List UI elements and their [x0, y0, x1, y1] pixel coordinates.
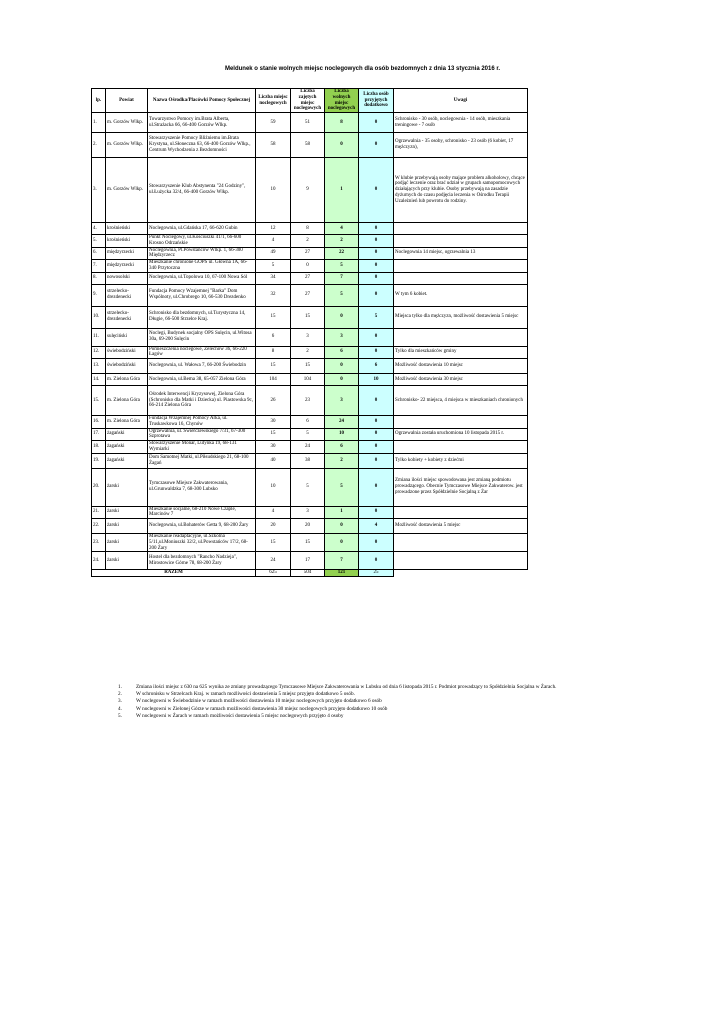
table-body: [92, 113, 528, 570]
footnote-number: 2.: [118, 691, 122, 698]
cell-osrodek: Fundacja Wzajemnej Pomocy Arka, ul. Truskawkowa 16, Chynów: [148, 416, 256, 429]
cell-zajete: 20: [291, 519, 325, 534]
cell-uwagi: W tym 6 kobiet.: [394, 284, 528, 306]
cell-powiat: żarski: [106, 506, 148, 519]
cell-uwagi: [394, 416, 528, 429]
table-row: [92, 247, 528, 260]
cell-wolne: 4: [325, 223, 359, 235]
footnote-text: W noclegowni w Zielonej Górze w ramach możliwości dostawienia 30 miejsc noclegowych przyjęto dodatkowo 10 osób: [136, 705, 388, 712]
cell-liczba: 49: [256, 247, 291, 260]
total-zajete: 504: [291, 570, 325, 577]
header-uwagi: Uwagi: [394, 89, 528, 113]
table-row: [92, 306, 528, 328]
cell-lp: 17.: [92, 428, 106, 441]
cell-osrodek: Mieszkanie socjalne, 68-210 Nowe Czaple, Marcinów 7: [148, 506, 256, 519]
cell-liczba: 30: [256, 441, 291, 454]
cell-zajete: 24: [291, 441, 325, 454]
cell-osrodek: Towarzystwo Pomocy im.Brata Alberta, ul.Strażacka 66, 66-400 Gorzów Wlkp.: [148, 113, 256, 133]
cell-uwagi: [394, 506, 528, 519]
cell-liczba: 32: [256, 284, 291, 306]
cell-uwagi: Zmiana ilości miejsc spowodowana jest zmianą podmiotu prowadzącego. Obecnie Tymczasowe Miejsce Zakwaterow. jest prowadzone przez Spółdzielnie Socjalną z Żar: [394, 468, 528, 506]
cell-liczba: 15: [256, 359, 291, 374]
cell-lp: 24.: [92, 552, 106, 570]
cell-osrodek: Noclegownia, Pl.Powstańców Wlkp. 1, 66-300 Międzyrzecz: [148, 247, 256, 260]
cell-osrodek: Noclegownia, ul.Bohaterów Getta 9, 68-200 Żary: [148, 519, 256, 534]
cell-powiat: żagański: [106, 441, 148, 454]
cell-uwagi: Ogrzewalnia - 35 osoby, schronisko - 23 osób (6 kobiet, 17 mężczyzn),: [394, 133, 528, 158]
cell-lp: 9.: [92, 284, 106, 306]
cell-powiat: krośnieński: [106, 235, 148, 248]
footnote-text: W schronisku w Strzelcach Kraj. w ramach możliwości dostawienia 5 miejsc przyjęto dodatkowo 5 osób.: [136, 691, 355, 698]
cell-uwagi: Możliwość dostawienia 5 miejsc: [394, 519, 528, 534]
cell-zajete: 2: [291, 235, 325, 248]
cell-osrodek: Stowarzyszenie Pomocy Bliźniemu im.Brata Krystyna, ul.Słoneczna 63, 66-400 Gorzów Wlkp., Centrum Wychodzenia z Bezdomności: [148, 133, 256, 158]
cell-lp: 2.: [92, 133, 106, 158]
cell-uwagi: [394, 272, 528, 284]
table-row: [92, 158, 528, 223]
cell-osrodek: Pomieszczenia noclegowe, Żelechów 36, 66-220 Łagów: [148, 346, 256, 359]
total-liczba: 625: [256, 570, 291, 577]
table-row: [92, 113, 528, 133]
cell-dodatkowe: 0: [359, 416, 394, 429]
cell-uwagi: W klubie przebywają osoby mające problem alkoholowy, chcące podjąć leczenie oraz brać udział w grupach samopomocowych działających przy klubie. Osoby przebywają na zasadzie dyżurnych do czasu podjęcia leczenia w Ośrodku Terapii Uzależnień lub powrotu do rodziny.: [394, 158, 528, 223]
cell-lp: 1.: [92, 113, 106, 133]
cell-liczba: 6: [256, 328, 291, 346]
header-wolne: Liczba wolnych miejsc noclegowych: [325, 89, 359, 113]
cell-wolne: 0: [325, 519, 359, 534]
table-row: [92, 223, 528, 235]
cell-lp: 13.: [92, 359, 106, 374]
cell-powiat: m. Gorzów Wlkp.: [106, 113, 148, 133]
cell-zajete: 5: [291, 468, 325, 506]
footnote-number: 4.: [118, 705, 122, 712]
cell-powiat: świebodziński: [106, 359, 148, 374]
cell-powiat: strzelecko-drezdenecki: [106, 306, 148, 328]
cell-uwagi: Możliwość dostawienia 30 miejsc: [394, 374, 528, 386]
table-row: [92, 346, 528, 359]
cell-liczba: 26: [256, 386, 291, 416]
cell-zajete: 27: [291, 272, 325, 284]
cell-wolne: 3: [325, 386, 359, 416]
table-row: [92, 328, 528, 346]
cell-wolne: 2: [325, 235, 359, 248]
cell-dodatkowe: 0: [359, 113, 394, 133]
cell-zajete: 15: [291, 306, 325, 328]
cell-liczba: 4: [256, 506, 291, 519]
cell-dodatkowe: 0: [359, 468, 394, 506]
table-row: [92, 519, 528, 534]
cell-dodatkowe: 0: [359, 284, 394, 306]
cell-zajete: 104: [291, 374, 325, 386]
cell-dodatkowe: 6: [359, 359, 394, 374]
total-row: [92, 570, 528, 577]
cell-wolne: 7: [325, 552, 359, 570]
cell-liczba: 15: [256, 428, 291, 441]
cell-dodatkowe: 0: [359, 223, 394, 235]
cell-osrodek: Mieszkanie readaptacyjne, ul.Szkolna 5/11,ul.Moniuszki 32/2, ul.Powstańców 17/2, 68-200 Żary: [148, 534, 256, 552]
table-header-row: [92, 89, 528, 113]
cell-zajete: 15: [291, 534, 325, 552]
cell-wolne: 2: [325, 453, 359, 468]
cell-uwagi: Schronisko- 22 miejsca, 4 miejsca w mieszkaniach chronionych: [394, 386, 528, 416]
cell-osrodek: Noclegownia, ul.Topolowa 10, 67-100 Nowa Sól: [148, 272, 256, 284]
cell-dodatkowe: 0: [359, 386, 394, 416]
cell-osrodek: Schronisko dla bezdomnych, ul.Turystyczna 14, Długie, 66-500 Strzelce Kraj.: [148, 306, 256, 328]
cell-liczba: 59: [256, 113, 291, 133]
cell-dodatkowe: 0: [359, 158, 394, 223]
cell-zajete: 27: [291, 247, 325, 260]
cell-powiat: międzyrzecki: [106, 260, 148, 273]
cell-dodatkowe: 0: [359, 260, 394, 273]
header-liczba: Liczba miejsc noclegowych: [256, 89, 291, 113]
cell-wolne: 6: [325, 441, 359, 454]
cell-lp: 18.: [92, 441, 106, 454]
cell-zajete: 17: [291, 552, 325, 570]
cell-wolne: 1: [325, 158, 359, 223]
cell-powiat: m. Zielona Góra: [106, 386, 148, 416]
footnote-number: 1.: [118, 684, 122, 690]
cell-lp: 8.: [92, 272, 106, 284]
cell-osrodek: Fundacja Pomocy Wzajemnej "Barka" Dom Wspólnoty, ul.Chrobrego 10, 66-530 Drezdenko: [148, 284, 256, 306]
total-empty: [394, 570, 528, 577]
cell-osrodek: Mieszkanie chronione GOPS ul. Główna 1A, 66-340 Przytoczna: [148, 260, 256, 273]
cell-lp: 6.: [92, 247, 106, 260]
cell-dodatkowe: 0: [359, 272, 394, 284]
cell-zajete: 23: [291, 386, 325, 416]
cell-lp: 11.: [92, 328, 106, 346]
cell-powiat: strzelecko-drezdenecki: [106, 284, 148, 306]
cell-powiat: m. Gorzów Wlkp.: [106, 133, 148, 158]
cell-liczba: 4: [256, 235, 291, 248]
cell-liczba: 5: [256, 260, 291, 273]
footnote-text: W noclegowni w Świebodzinie w ramach możliwości dostawienia 10 miejsc noclegowych przyjęto dodatkowo 6 osób: [136, 698, 382, 705]
cell-wolne: 7: [325, 272, 359, 284]
cell-dodatkowe: 0: [359, 328, 394, 346]
cell-zajete: 0: [291, 260, 325, 273]
cell-wolne: 0: [325, 534, 359, 552]
cell-zajete: 9: [291, 158, 325, 223]
cell-zajete: 15: [291, 359, 325, 374]
cell-lp: 20.: [92, 468, 106, 506]
cell-wolne: 22: [325, 247, 359, 260]
table-row: [92, 235, 528, 248]
cell-uwagi: [394, 223, 528, 235]
cell-uwagi: Tylko dla mieszkańców gminy: [394, 346, 528, 359]
cell-uwagi: [394, 235, 528, 248]
cell-powiat: żagański: [106, 453, 148, 468]
cell-lp: 7.: [92, 260, 106, 273]
cell-osrodek: Hostel dla bezdomnych "Rancho Nadzieja", Mirostowice Górne 78, 68-200 Żary: [148, 552, 256, 570]
cell-uwagi: Schronisko - 30 osób, noclegownia - 14 osób, mieszkania treningowe - 7 osób: [394, 113, 528, 133]
footnote: [118, 698, 556, 705]
cell-liczba: 30: [256, 416, 291, 429]
cell-uwagi: [394, 534, 528, 552]
cell-dodatkowe: 0: [359, 441, 394, 454]
cell-lp: 23.: [92, 534, 106, 552]
cell-dodatkowe: 0: [359, 235, 394, 248]
footnote-number: 5.: [118, 712, 122, 719]
cell-lp: 4.: [92, 223, 106, 235]
cell-lp: 14.: [92, 374, 106, 386]
cell-zajete: 5: [291, 428, 325, 441]
cell-lp: 15.: [92, 386, 106, 416]
cell-lp: 3.: [92, 158, 106, 223]
cell-lp: 19.: [92, 453, 106, 468]
cell-dodatkowe: 10: [359, 374, 394, 386]
cell-wolne: 5: [325, 260, 359, 273]
cell-powiat: międzyrzecki: [106, 247, 148, 260]
cell-zajete: 2: [291, 346, 325, 359]
cell-wolne: 0: [325, 359, 359, 374]
document-title: Meldunek o stanie wolnych miejsc noclegowych dla osób bezdomnych z dnia 13 stycznia 2016 r.: [224, 66, 501, 72]
cell-dodatkowe: 0: [359, 534, 394, 552]
cell-dodatkowe: 0: [359, 428, 394, 441]
cell-wolne: 8: [325, 113, 359, 133]
table-row: [92, 374, 528, 386]
footnote: [118, 706, 556, 713]
header-zajete: Liczba zajętych miejsc noclegowych: [291, 89, 325, 113]
cell-liczba: 10: [256, 468, 291, 506]
shelter-table: [91, 88, 528, 577]
cell-wolne: 1: [325, 506, 359, 519]
cell-powiat: m. Gorzów Wlkp.: [106, 158, 148, 223]
table-row: [92, 453, 528, 468]
table-row: [92, 468, 528, 506]
table-row: [92, 272, 528, 284]
cell-zajete: 3: [291, 506, 325, 519]
cell-powiat: sulęciński: [106, 328, 148, 346]
cell-zajete: 8: [291, 223, 325, 235]
table-row: [92, 441, 528, 454]
cell-wolne: 0: [325, 306, 359, 328]
cell-uwagi: Możliwość dostawienia 10 miejsc: [394, 359, 528, 374]
cell-liczba: 15: [256, 534, 291, 552]
cell-uwagi: Noclegownia 14 miejsc, ogrzewalnia 13: [394, 247, 528, 260]
footnote-text: W noclegowni w Żarach w ramach możliwości dostawienia 5 miejsc noclegowych przyjęto 4 osoby: [136, 712, 344, 719]
cell-uwagi: [394, 552, 528, 570]
cell-lp: 12.: [92, 346, 106, 359]
footnote-text: Zmiana ilości miejsc z 630 na 625 wynika ze zmiany prowadzącego Tymczasowe Miejsce Zakwaterowania w Lubsku od dnia 6 listopada 2015 r. Podmiot prowadzący to Spółdzielnia Socjalna w Żarach.: [136, 684, 557, 690]
table-row: [92, 552, 528, 570]
cell-powiat: nowosolski: [106, 272, 148, 284]
cell-dodatkowe: 0: [359, 133, 394, 158]
cell-osrodek: Punkt Noclegowy, ul.Kościuszki 41/1, 66-600 Krosno Odrzańskie: [148, 235, 256, 248]
cell-osrodek: Noclegownia, ul. Wałowa 7, 66-200 Świebodzin: [148, 359, 256, 374]
cell-osrodek: Tymczasowe Miejsce Zakwaterowania, ul.Grunwaldzka 7, 68-300 Lubsko: [148, 468, 256, 506]
cell-lp: 10.: [92, 306, 106, 328]
footnote-number: 3.: [118, 698, 122, 705]
table-row: [92, 386, 528, 416]
cell-liczba: 12: [256, 223, 291, 235]
table-row: [92, 359, 528, 374]
cell-uwagi: [394, 441, 528, 454]
cell-powiat: żarski: [106, 552, 148, 570]
footnotes: [118, 684, 556, 720]
total-label: RAZEM: [92, 570, 256, 577]
cell-osrodek: Stowarzyszenie Klub Abstynenta "24 Godziny", ul.Łużycka 32/4, 66-400 Gorzów Wlkp.: [148, 158, 256, 223]
cell-dodatkowe: 4: [359, 519, 394, 534]
cell-liczba: 40: [256, 453, 291, 468]
cell-uwagi: [394, 328, 528, 346]
cell-wolne: 0: [325, 374, 359, 386]
header-lp: lp.: [92, 89, 106, 113]
footnote: [118, 684, 556, 691]
cell-wolne: 5: [325, 468, 359, 506]
cell-powiat: m. Zielona Góra: [106, 374, 148, 386]
cell-powiat: m. Zielona Góra: [106, 416, 148, 429]
cell-powiat: żarski: [106, 534, 148, 552]
cell-wolne: 24: [325, 416, 359, 429]
cell-liczba: 34: [256, 272, 291, 284]
cell-lp: 21.: [92, 506, 106, 519]
cell-osrodek: Noclegi, Budynek socjalny OPS Sulęcin, ul.Witosa 30a, 69-200 Sulęcin: [148, 328, 256, 346]
cell-powiat: świebodziński: [106, 346, 148, 359]
cell-zajete: 6: [291, 416, 325, 429]
cell-liczba: 104: [256, 374, 291, 386]
cell-uwagi: Miejsca tylko dla mężczyzn, możliwość dostawienia 5 miejsc: [394, 306, 528, 328]
cell-zajete: 51: [291, 113, 325, 133]
cell-zajete: 38: [291, 453, 325, 468]
total-dodatkowe: 25: [359, 570, 394, 577]
cell-uwagi: [394, 260, 528, 273]
total-wolne: 121: [325, 570, 359, 577]
cell-lp: 22.: [92, 519, 106, 534]
cell-uwagi: Ogrzewalnia została uruchomiona 10 listopada 2015 r.: [394, 428, 528, 441]
cell-wolne: 10: [325, 428, 359, 441]
header-osrodek: Nazwa Ośrodka/Placówki Pomocy Społecznej: [148, 89, 256, 113]
cell-osrodek: Noclegownia, ul.Bema 38, 65-057 Zielona Góra: [148, 374, 256, 386]
table-row: [92, 284, 528, 306]
cell-osrodek: Ośrodek Interwencji Kryzysowej, Zielona Góra (Schronisko dla Matki i Dziecka) ul. Piastowska 9c, 66-214 Zielona Góra: [148, 386, 256, 416]
table-row: [92, 534, 528, 552]
header-dodatkowe: Liczba osób przyjętych dodatkowo: [359, 89, 394, 113]
cell-dodatkowe: 0: [359, 552, 394, 570]
cell-wolne: 0: [325, 133, 359, 158]
table-row: [92, 506, 528, 519]
cell-wolne: 6: [325, 346, 359, 359]
table-row: [92, 260, 528, 273]
cell-lp: 16.: [92, 416, 106, 429]
table-row: [92, 133, 528, 158]
cell-uwagi: Tylko kobiety + kobiety z dziećmi: [394, 453, 528, 468]
cell-zajete: 58: [291, 133, 325, 158]
cell-powiat: żarski: [106, 468, 148, 506]
table-row: [92, 416, 528, 429]
cell-osrodek: Noclegownia, ul.Gdańska 17, 66-620 Gubin: [148, 223, 256, 235]
cell-wolne: 5: [325, 284, 359, 306]
cell-zajete: 3: [291, 328, 325, 346]
cell-osrodek: Ogrzewalnia, ul. Świerczewskiego 7/31, 67-300 Szprotawa: [148, 428, 256, 441]
header-powiat: Powiat: [106, 89, 148, 113]
cell-lp: 5.: [92, 235, 106, 248]
cell-liczba: 20: [256, 519, 291, 534]
cell-osrodek: Dom Samotnej Matki, ul.Piłsudskiego 21, 68-100 Żagań: [148, 453, 256, 468]
cell-liczba: 58: [256, 133, 291, 158]
cell-dodatkowe: 0: [359, 453, 394, 468]
cell-liczba: 24: [256, 552, 291, 570]
table-row: [92, 428, 528, 441]
cell-zajete: 27: [291, 284, 325, 306]
cell-powiat: żarski: [106, 519, 148, 534]
cell-liczba: 10: [256, 158, 291, 223]
cell-powiat: żagański: [106, 428, 148, 441]
cell-dodatkowe: 0: [359, 506, 394, 519]
cell-powiat: krośnieński: [106, 223, 148, 235]
cell-liczba: 15: [256, 306, 291, 328]
cell-dodatkowe: 5: [359, 306, 394, 328]
cell-osrodek: Stowarzyszenie Monar, Lutynka 19, 68-131 Wymiarki: [148, 441, 256, 454]
footnote: [118, 713, 556, 720]
cell-liczba: 8: [256, 346, 291, 359]
cell-dodatkowe: 0: [359, 247, 394, 260]
cell-dodatkowe: 0: [359, 346, 394, 359]
cell-wolne: 3: [325, 328, 359, 346]
